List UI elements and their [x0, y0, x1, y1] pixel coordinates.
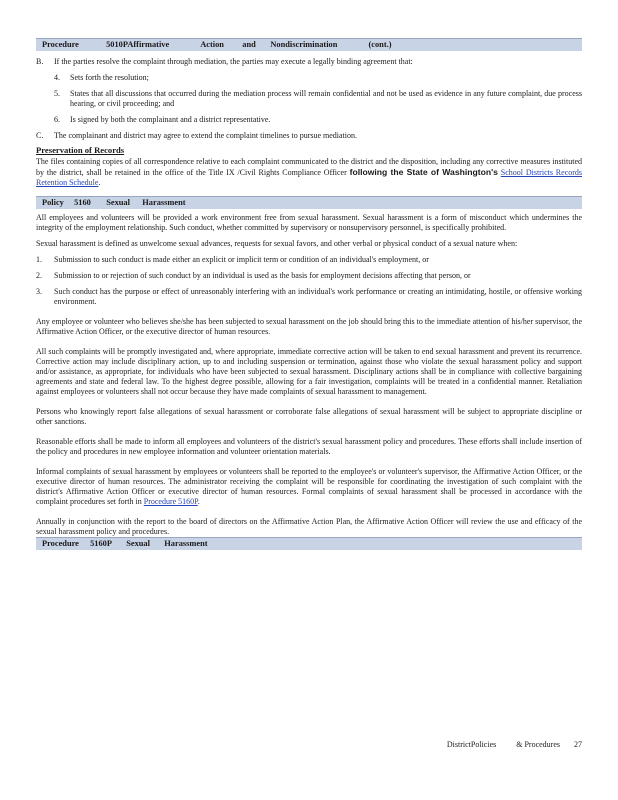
condition-item — [36, 287, 582, 307]
bar-word: Nondiscrimination — [270, 40, 338, 49]
sub-item-text: Is signed by both the complainant and a district representative. — [70, 115, 271, 124]
condition-item — [36, 271, 582, 281]
bar-word: Harassment — [164, 539, 208, 548]
sub-item — [36, 89, 582, 109]
condition-item — [36, 255, 582, 265]
sub-item-text: States that all discussions that occurred during the mediation process will remain confidential and not be used as evidence in any future complaint, due process hearing, or civil proceeding; and — [70, 89, 582, 108]
bar-label: Procedure — [42, 539, 79, 548]
policy-bar-5160 — [36, 196, 582, 209]
condition-num: 3. — [36, 287, 42, 296]
document-page — [36, 38, 582, 550]
informal-text: Informal complaints of sexual harassment by employees or volunteers shall be reported to the employee's or volunteer's supervisor, the Affirmative Action Officer, or the executive director of human resources. The administrator receiving the complaint will be responsible for coordinating the investigation of such complaint with the district's Affirmative Action Officer or executive director of human resources. Formal complaints of sexual harassment shall be processed in accordance with the complaint procedures set forth in — [36, 467, 582, 506]
item-b — [36, 57, 582, 67]
sub-item-num: 4. — [54, 73, 60, 82]
bar-word: Action — [200, 40, 224, 49]
condition-num: 1. — [36, 255, 42, 264]
sub-item-text: Sets forth the resolution; — [70, 73, 149, 82]
footer-left: DistrictPolicies — [446, 740, 497, 749]
procedure-5160p-link[interactable]: Procedure 5160P — [143, 497, 198, 506]
sub-item-num: 5. — [54, 89, 60, 98]
sub-item — [36, 115, 582, 125]
preservation-heading: Preservation of Records — [36, 145, 125, 155]
policy-paragraph: Sexual harassment is defined as unwelcome sexual advances, requests for sexual favors, and other verbal or physical conduct of a sexual nature when: — [36, 239, 518, 248]
body-paragraph: All such complaints will be promptly investigated and, where appropriate, immediate corrective action will be taken to end sexual harassment and prevent its recurrence. Corrective action may include disciplinary action, up to and including suspension or termination, against those who violate the sexual harassment policy and support and/or assistance, as appropriate, for individuals who have been subjected to sexual harassment. Disciplinary actions shall be in compliance with collective bargaining agreements and state and federal law. To the highest degree possible, allowing for a fair investigation, complaints will be treated in a confidential manner. Retaliation against employees or volunteers shall not occur because they have made complaints of sexual harassment to management. — [36, 347, 582, 396]
policy-paragraph: All employees and volunteers will be provided a work environment free from sexual harassment. Sexual harassment is a form of misconduct which undermines the integrity of the employment relationship. Such conduct, whether committed by supervisory or nonsupervisory personnel, is specifically prohibited. — [36, 213, 582, 232]
bar-code: 5160P — [90, 539, 112, 548]
bar-label: Procedure — [42, 40, 79, 49]
annual-review-paragraph: Annually in conjunction with the report to the board of directors on the Affirmative Action Plan, the Affirmative Action Officer will review the use and efficacy of the sexual harassment policy and procedures. — [36, 517, 582, 536]
bar-word: and — [242, 40, 256, 49]
informal-end: . — [197, 497, 200, 506]
item-label: B. — [36, 57, 44, 66]
preservation-end: . — [98, 178, 101, 187]
condition-text: Such conduct has the purpose or effect of unreasonably interfering with an individual's work performance or creating an intimidating, hostile, or offensive working environment. — [54, 287, 582, 306]
sub-item-num: 6. — [54, 115, 60, 124]
header-bar-procedure-5010p — [36, 38, 582, 51]
bar-word: Sexual — [106, 198, 130, 207]
condition-text: Submission to or rejection of such conduct by an individual is used as the basis for employment decisions affecting that person, or — [54, 271, 471, 280]
body-paragraph: Any employee or volunteer who believes she/she has been subjected to sexual harassment on the job should bring this to the immediate attention of his/her supervisor, the Affirmative Action Officer, or the executive director of human resources. — [36, 317, 582, 336]
sub-item — [36, 73, 582, 83]
preservation-text: The files containing copies of all correspondence relative to each complaint communicated to the district and the disposition, including any corrective measures instituted by the district, shall be retained in the office of the Title IX /Civil Rights Compliance Officer — [36, 157, 582, 177]
bar-code: 5010PAffirmative — [106, 40, 170, 49]
preservation-bold-text: following the State of Washington's — [349, 167, 498, 177]
footer-mid: & Procedures — [516, 740, 560, 749]
body-paragraph: Reasonable efforts shall be made to inform all employees and volunteers of the district's sexual harassment policy and procedures. These efforts shall include insertion of the policy and procedures in new employee information and volunteer orientation materials. — [36, 437, 582, 456]
item-label: C. — [36, 131, 44, 140]
preservation-paragraph — [36, 157, 582, 188]
page-number: 27 — [574, 740, 582, 749]
item-c — [36, 131, 582, 141]
bar-word: Harassment — [142, 198, 186, 207]
page-footer — [300, 740, 582, 750]
item-text: If the parties resolve the complaint through mediation, the parties may execute a legally binding agreement that: — [54, 57, 413, 66]
bar-label: Policy — [42, 198, 64, 207]
bar-code: 5160 — [74, 198, 91, 207]
informal-complaints-paragraph — [36, 467, 582, 507]
bar-cont: (cont.) — [368, 40, 392, 49]
body-paragraph: Persons who knowingly report false allegations of sexual harassment or corroborate false allegations of sexual harassment will be subject to appropriate discipline or other sanctions. — [36, 407, 582, 426]
item-text: The complainant and district may agree to extend the complaint timelines to pursue mediation. — [54, 131, 358, 140]
procedure-bar-5160p — [36, 537, 582, 550]
condition-text: Submission to such conduct is made either an explicit or implicit term or condition of an individual's employment, or — [54, 255, 429, 264]
bar-word: Sexual — [126, 539, 150, 548]
condition-num: 2. — [36, 271, 42, 280]
records-retention-link[interactable]: School Districts Records Retention Schedule — [36, 168, 583, 187]
